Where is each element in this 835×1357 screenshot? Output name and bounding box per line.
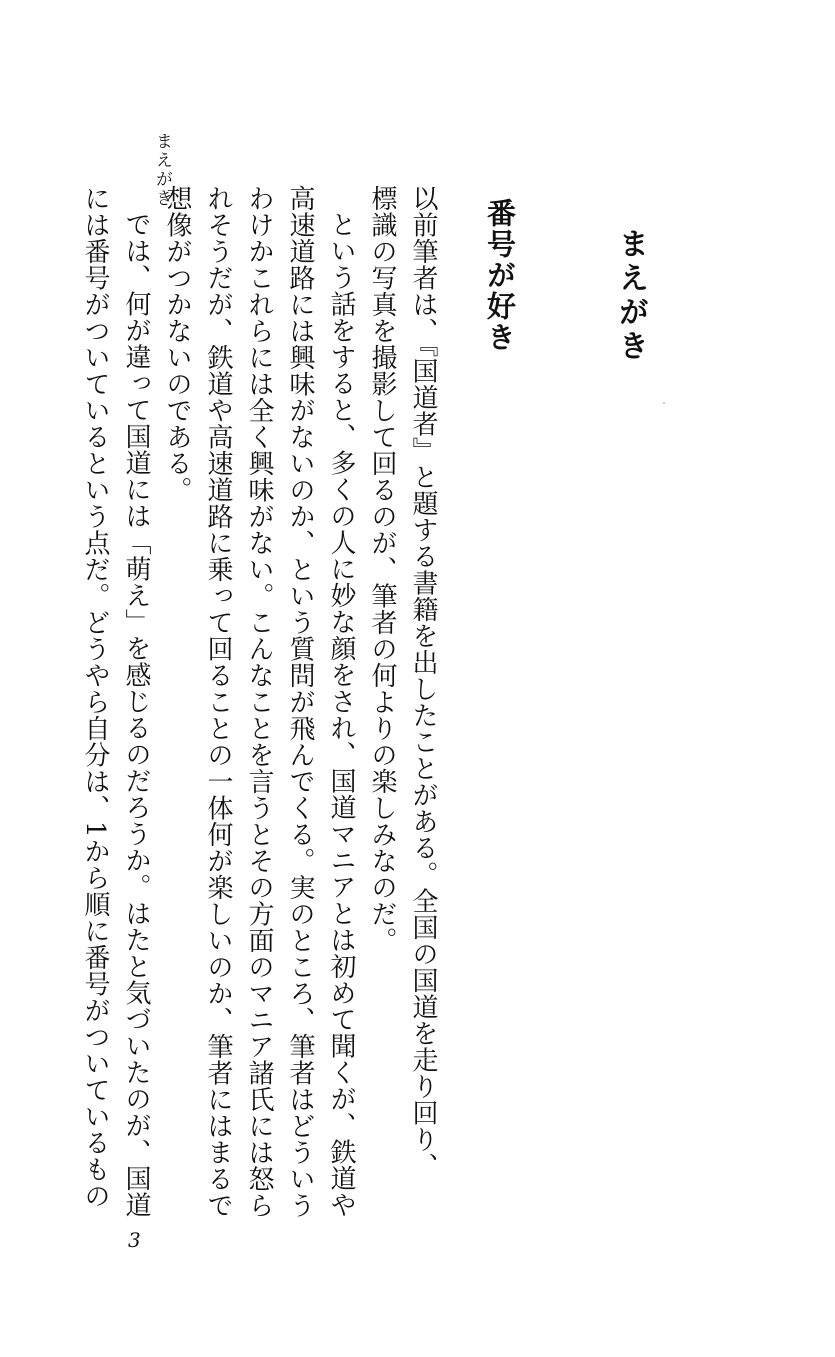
page-number: 3 [128, 1228, 141, 1252]
body-line: では、何が違って国道には「萌え」を感じるのだろうか。はたと気づいたのが、国道 [121, 211, 151, 1218]
running-header: まえがき [152, 132, 172, 208]
body-line: わけかこれらには全く興味がない。こんなことを言うとその方面のマニア諸氏には怒ら [244, 185, 274, 1219]
body-line: 想像がつかないのである。 [162, 185, 192, 503]
section-heading: 番号が好き [483, 198, 517, 353]
body-text [74, 185, 443, 1219]
body-line: には番号がついているという点だ。どうやら自分は、1から順に番号がついているもの [80, 185, 110, 1210]
speck-mark [663, 402, 665, 404]
body-line: れそうだが、鉄道や高速道路に乗って回ることの一体何が楽しいのか、筆者にはまるで [203, 185, 233, 1219]
body-line: 高速道路には興味がないのか、という質問が飛んでくる。実のところ、筆者はどういう [285, 185, 315, 1219]
body-line: 以前筆者は、『国道者』と題する書籍を出したことがある。全国の国道を走り回り、 [408, 185, 438, 1179]
body-line: 標識の写真を撮影して回るのが、筆者の何よりの楽しみなのだ。 [367, 185, 397, 954]
chapter-title: まえがき [613, 228, 648, 364]
body-line: という話をすると、多くの人に妙な顔をされ、国道マニアとは初めて聞くが、鉄道や [326, 211, 356, 1218]
